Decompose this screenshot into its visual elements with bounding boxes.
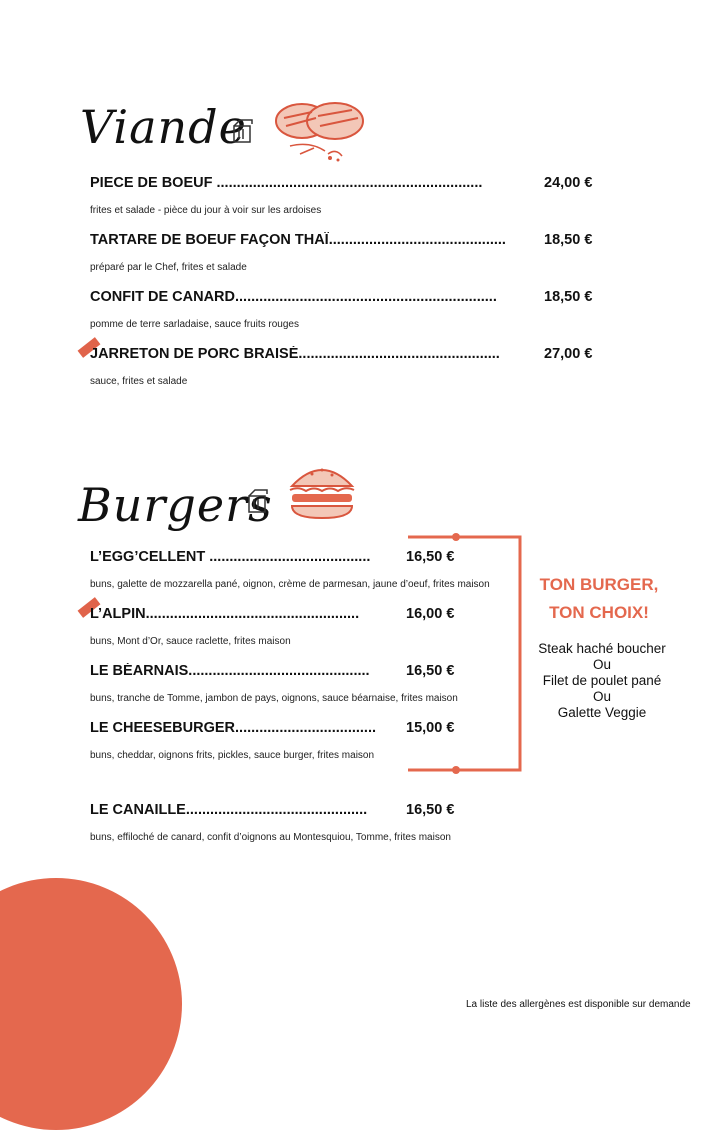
menu-item-description: pomme de terre sarladaise, sauce fruits rouges [90, 319, 299, 330]
allergen-note: La liste des allergènes est disponible sur demande [466, 999, 691, 1010]
promo-title-line2: TON CHOIX! [549, 603, 649, 622]
menu-item-price: 16,50 € [406, 802, 455, 818]
menu-item-price: 18,50 € [544, 232, 593, 248]
section-title-viande: Viande [80, 100, 247, 154]
menu-item-name: CONFIT DE CANARD................................................................. [90, 289, 497, 305]
menu-item-description: buns, tranche de Tomme, jambon de pays, oignons, sauce béarnaise, frites maison [90, 693, 458, 704]
menu-item-price: 27,00 € [544, 346, 593, 362]
menu-item-name: TARTARE DE BOEUF FAÇON THAÏ............................................ [90, 232, 506, 248]
menu-item-name: LE CHEESEBURGER................................... [90, 720, 377, 736]
menu-item-description: frites et salade - pièce du jour à voir sur les ardoises [90, 205, 322, 216]
promo-option: Steak haché boucher [538, 641, 666, 656]
menu-item-name: JARRETON DE PORC BRAISÉ.................................................. [90, 346, 500, 362]
promo-or: Ou [592, 689, 611, 704]
menu-item-name: LE CANAILLE............................................. [90, 802, 368, 818]
menu-item-price: 24,00 € [544, 175, 593, 191]
section-title-burgers: Burgers [78, 478, 273, 532]
menu-item-price: 16,50 € [406, 663, 455, 679]
promo-or: Ou [592, 657, 611, 672]
promo-option: Filet de poulet pané [542, 673, 662, 688]
hand-utensils-icon [245, 486, 271, 516]
menu-item-price: 16,50 € [406, 549, 455, 565]
menu-item-price: 15,00 € [406, 720, 455, 736]
menu-item-description: buns, effiloché de canard, confit d’oignons au Montesquiou, Tomme, frites maison [90, 832, 451, 843]
menu-item-description: buns, cheddar, oignons frits, pickles, sauce burger, frites maison [90, 750, 375, 761]
steak-illustration-icon [270, 96, 370, 166]
menu-item-name: LE BÉARNAIS............................................. [90, 663, 370, 679]
decorative-circle [0, 878, 182, 1130]
hand-utensils-icon [230, 116, 256, 146]
promo-title-line1: TON BURGER, [539, 575, 659, 594]
menu-item-name: L’ALPIN..................................................... [90, 606, 360, 622]
menu-item-price: 18,50 € [544, 289, 593, 305]
menu-item-description: buns, galette de mozzarella pané, oignon, crème de parmesan, jaune d’oeuf, frites maison [90, 579, 490, 590]
promo-option: Galette Veggie [557, 705, 647, 720]
promo-bracket [400, 528, 530, 778]
menu-item-name: PIECE DE BOEUF .................................................................. [90, 175, 483, 191]
menu-item-name: L’EGG’CELLENT ........................................ [90, 549, 371, 565]
menu-item-price: 16,00 € [406, 606, 455, 622]
burger-illustration-icon [286, 460, 358, 522]
menu-item-description: buns, Mont d’Or, sauce raclette, frites maison [90, 636, 291, 647]
menu-item-description: préparé par le Chef, frites et salade [90, 262, 247, 273]
menu-item-description: sauce, frites et salade [90, 376, 188, 387]
